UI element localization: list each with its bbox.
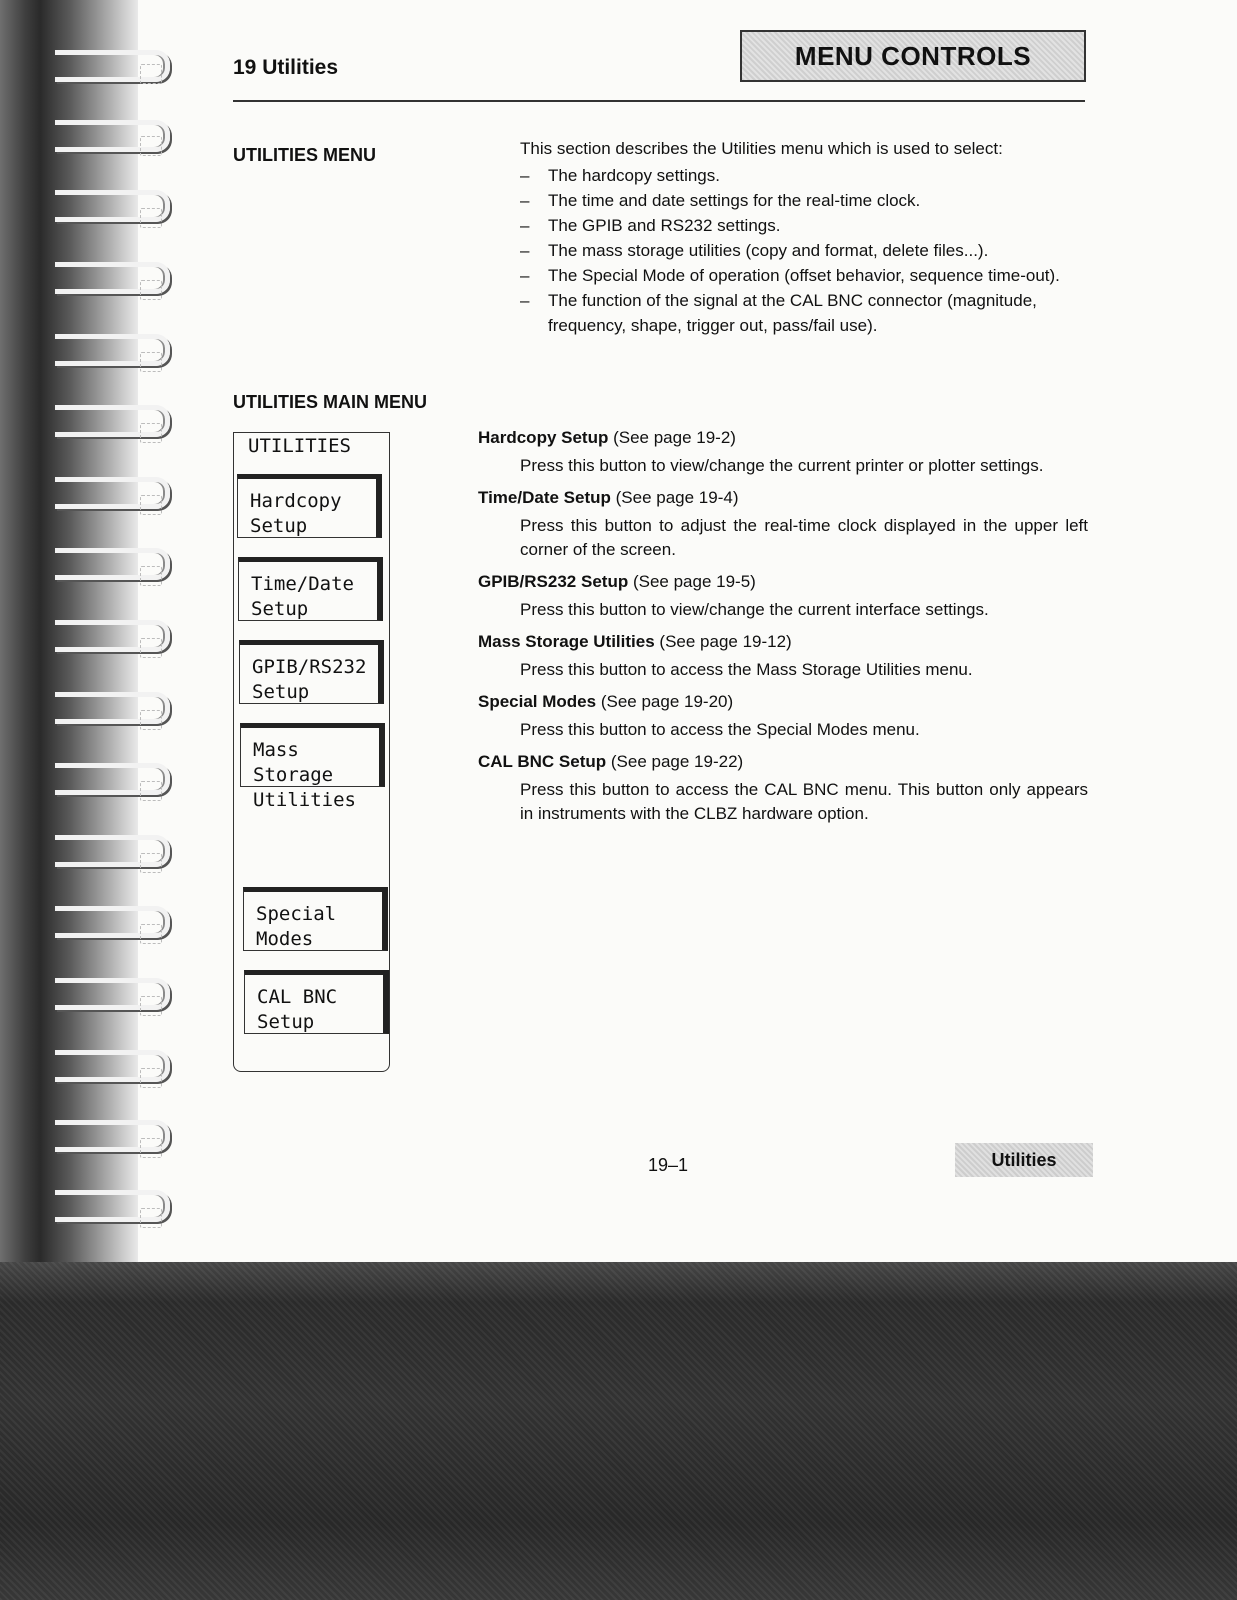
binding-hole [140, 1138, 162, 1158]
binding-hole [140, 996, 162, 1016]
item-description: Press this button to access the CAL BNC menu. This button only appears in instruments with the CLBZ hardware option. [520, 780, 1088, 823]
list-item: – The time and date settings for the real-time clock. [520, 188, 1090, 213]
background-surface [0, 1262, 1237, 1600]
utilities-intro [520, 136, 1090, 338]
list-item: – The hardcopy settings. [520, 163, 1090, 188]
list-item: – The GPIB and RS232 settings. [520, 213, 1090, 238]
time-date-setup-button[interactable]: Time/Date Setup [238, 557, 383, 621]
item-description: Press this button to access the Mass Storage Utilities menu. [520, 660, 973, 679]
item-name: Time/Date Setup [478, 488, 611, 507]
utilities-bullet-list [520, 163, 1090, 338]
item-name: Mass Storage Utilities [478, 632, 655, 651]
gpib-rs232-setup-button[interactable]: GPIB/RS232 Setup [239, 640, 384, 704]
item-description: Press this button to view/change the current printer or plotter settings. [520, 456, 1044, 475]
item-page-ref: (See page 19-5) [632, 572, 756, 591]
special-modes-button[interactable]: Special Modes [243, 887, 388, 951]
utilities-main-menu-heading: UTILITIES MAIN MENU [233, 392, 427, 412]
binding-hole [140, 1068, 162, 1088]
item-name: Special Modes [478, 692, 597, 711]
intro-text: This section describes the Utilities menu which is used to select: [520, 139, 1003, 158]
header-rule [233, 100, 1085, 102]
section-tab: MENU CONTROLS [740, 30, 1086, 82]
item-page-ref: (See page 19-22) [610, 752, 744, 771]
binding-hole [140, 495, 162, 515]
hardcopy-setup-button[interactable]: Hardcopy Setup [237, 474, 382, 538]
cal-bnc-setup-button[interactable]: CAL BNC Setup [244, 970, 389, 1034]
list-item [478, 488, 1088, 562]
binding-hole [140, 423, 162, 443]
menu-panel-title: UTILITIES [248, 435, 351, 457]
binding-hole [140, 781, 162, 801]
list-item: – The function of the signal at the CAL BNC connector (magnitude, frequency, shape, trigger out, pass/fail use). [520, 288, 1090, 338]
list-item [478, 692, 1088, 742]
list-item [478, 428, 1088, 478]
item-page-ref: (See page 19-2) [613, 428, 736, 447]
chapter-title: 19 Utilities [233, 56, 339, 79]
menu-item-descriptions [478, 428, 1088, 836]
binding-hole [140, 352, 162, 372]
binding-hole [140, 924, 162, 944]
binding-hole [140, 853, 162, 873]
utilities-menu-heading: UTILITIES MENU [233, 145, 376, 165]
binding-hole [140, 208, 162, 228]
binding-hole [140, 280, 162, 300]
item-name: GPIB/RS232 Setup [478, 572, 629, 591]
list-item [478, 632, 1088, 682]
binding-hole [140, 1208, 162, 1228]
list-item: – The Special Mode of operation (offset behavior, sequence time-out). [520, 263, 1090, 288]
list-item: – The mass storage utilities (copy and format, delete files...). [520, 238, 1090, 263]
list-item [478, 752, 1088, 826]
item-description: Press this button to adjust the real-time clock displayed in the upper left corner of the screen. [520, 516, 1088, 559]
list-item [478, 572, 1088, 622]
item-description: Press this button to access the Special Modes menu. [520, 720, 920, 739]
item-page-ref: (See page 19-4) [615, 488, 739, 507]
binding-hole [140, 64, 162, 84]
item-name: Hardcopy Setup [478, 428, 609, 447]
item-description: Press this button to view/change the current interface settings. [520, 600, 989, 619]
binding-hole [140, 566, 162, 586]
item-page-ref: (See page 19-12) [659, 632, 792, 651]
mass-storage-utilities-button[interactable]: Mass Storage Utilities [240, 723, 385, 787]
binding-hole [140, 710, 162, 730]
binding-hole [140, 638, 162, 658]
page-number: 19–1 [648, 1155, 689, 1175]
footer-section-tab: Utilities [955, 1143, 1093, 1177]
item-page-ref: (See page 19-20) [600, 692, 734, 711]
item-name: CAL BNC Setup [478, 752, 607, 771]
binding-hole [140, 136, 162, 156]
